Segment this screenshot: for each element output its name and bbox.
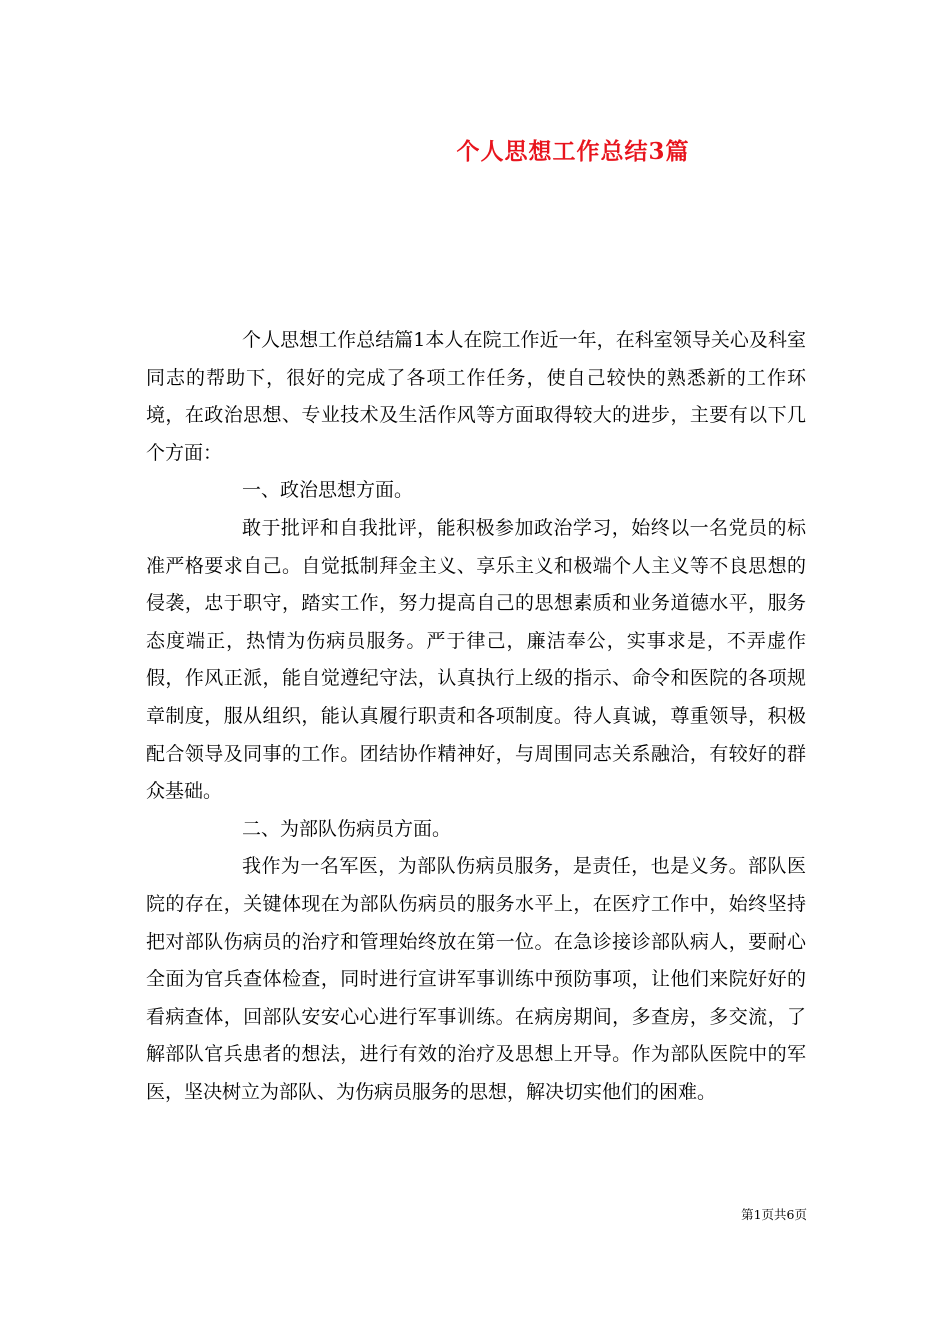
document-title: 个人思想工作总结3篇: [456, 138, 690, 165]
document-body: [146, 322, 806, 1111]
page-number-footer: 第1页共6页: [741, 1207, 807, 1222]
section-heading-service: 二、为部队伤病员方面。: [242, 817, 452, 840]
paragraph-service: 我作为一名军医，为部队伤病员服务，是责任，也是义务。部队医院的存在，关键体现在为部队伤病员的服务水平上，在医疗工作中，始终坚持把对部队伤病员的治疗和管理始终放在第一位。在急诊接诊部队病人，要耐心全面为官兵查体检查，同时进行宣讲军事训练中预防事项，让他们来院好好的看病查体，回部队安安心心进行军事训练。在病房期间，多查房，多交流，了解部队官兵患者的想法，进行有效的治疗及思想上开导。作为部队医院中的军医，坚决树立为部队、为伤病员服务的思想，解决切实他们的困难。: [146, 855, 806, 1103]
paragraph-intro: 个人思想工作总结篇1本人在院工作近一年，在科室领导关心及科室同志的帮助下，很好的完成了各项工作任务，使自己较快的熟悉新的工作环境，在政治思想、专业技术及生活作风等方面取得较大的进步，主要有以下几个方面：: [146, 329, 806, 464]
paragraph-political: 敢于批评和自我批评，能积极参加政治学习，始终以一名党员的标准严格要求自己。自觉抵制拜金主义、享乐主义和极端个人主义等不良思想的侵袭，忠于职守，踏实工作，努力提高自己的思想素质和业务道德水平，服务态度端正，热情为伤病员服务。严于律己，廉洁奉公，实事求是，不弄虚作假，作风正派，能自觉遵纪守法，认真执行上级的指示、命令和医院的各项规章制度，服从组织，能认真履行职责和各项制度。待人真诚，尊重领导，积极配合领导及同事的工作。团结协作精神好，与周围同志关系融洽，有较好的群众基础。: [146, 516, 806, 803]
section-heading-political: 一、政治思想方面。: [242, 479, 414, 502]
